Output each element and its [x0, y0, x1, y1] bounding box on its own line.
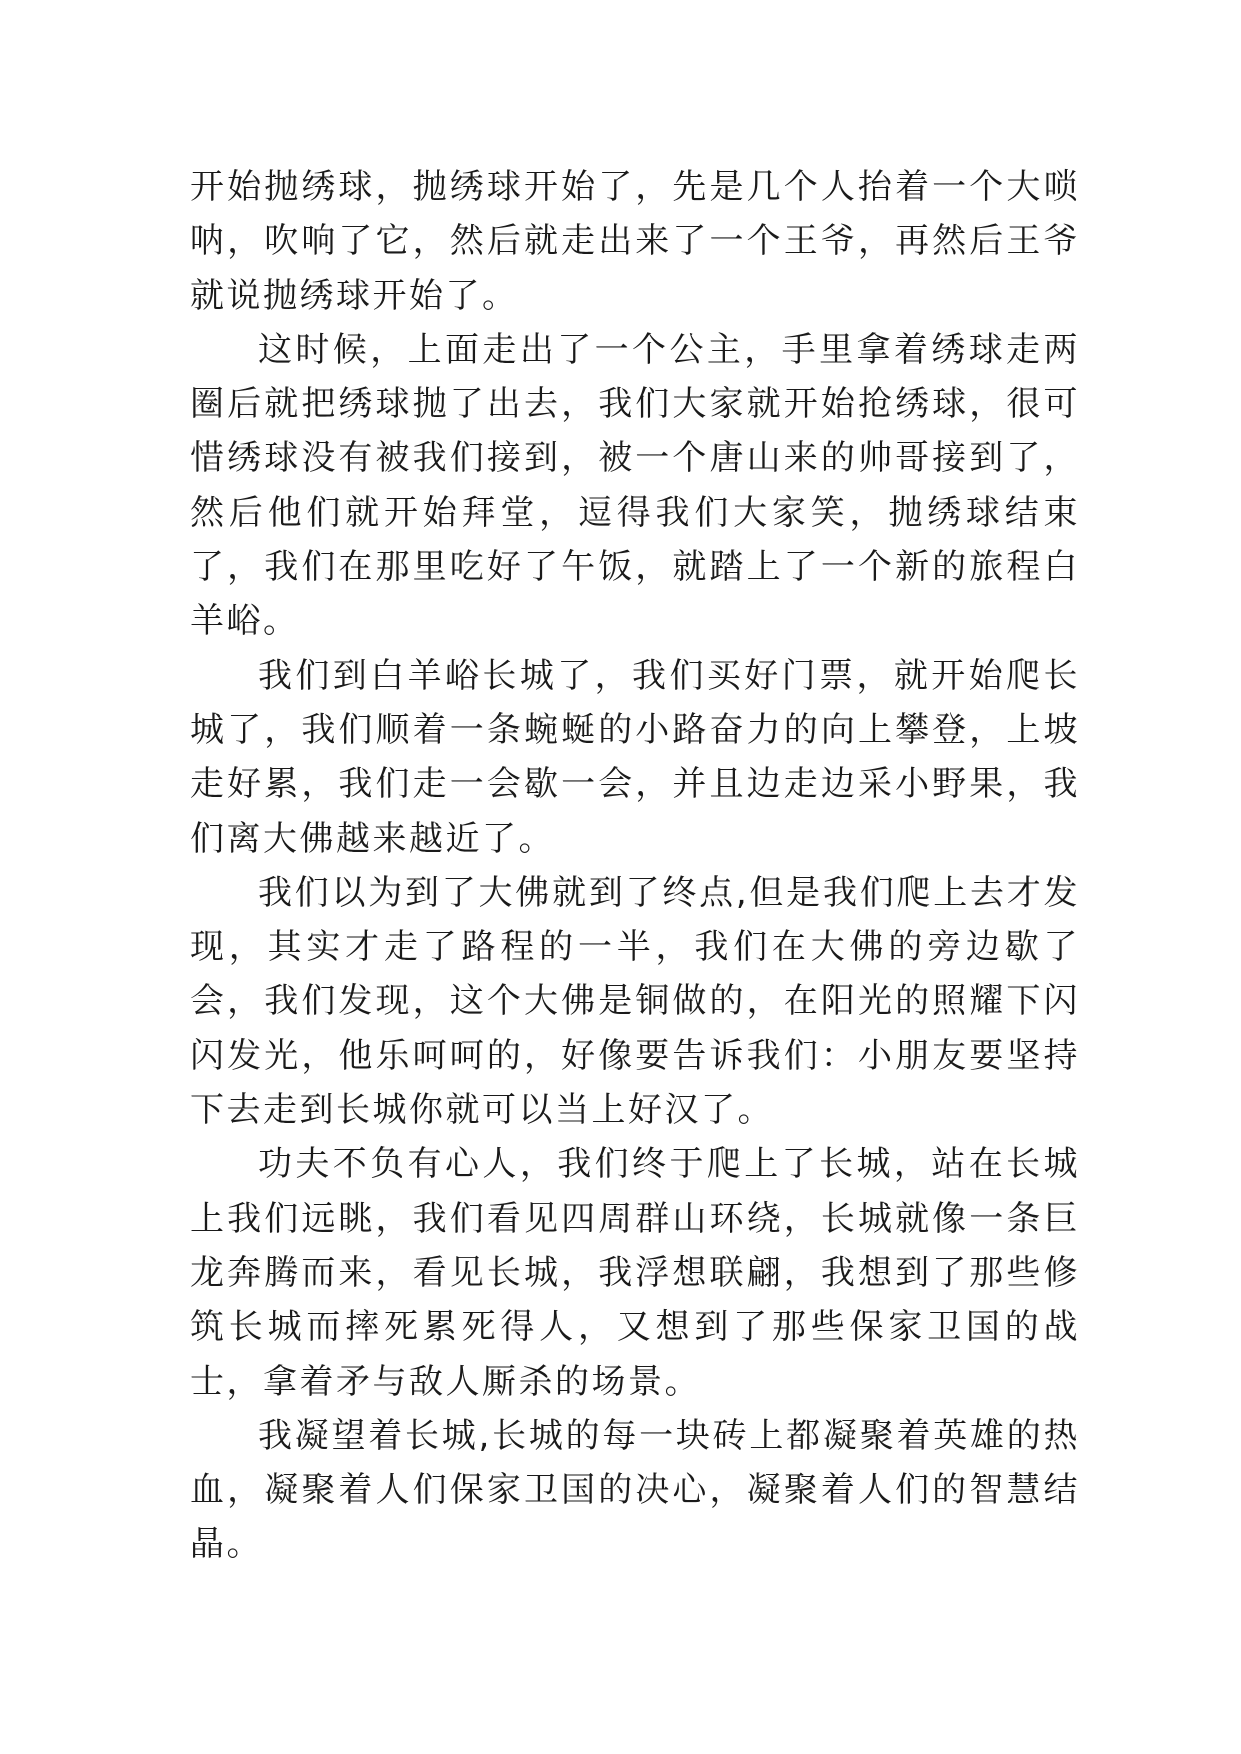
paragraph-4: 我们以为到了大佛就到了终点,但是我们爬上去才发现，其实才走了路程的一半，我们在大佛的旁边歇了会，我们发现，这个大佛是铜做的，在阳光的照耀下闪闪发光，他乐呵呵的，好像要告诉我们：小朋友要坚持下去走到长城你就可以当上好汉了。	[190, 872, 1080, 1131]
paragraph-1: 开始抛绣球，抛绣球开始了，先是几个人抬着一个大唢呐，吹响了它，然后就走出来了一个王爷，再然后王爷就说抛绣球开始了。	[190, 167, 1080, 316]
document-body	[190, 160, 1080, 1572]
paragraph-6: 我凝望着长城,长城的每一块砖上都凝聚着英雄的热血，凝聚着人们保家卫国的决心，凝聚着人们的智慧结晶。	[190, 1415, 1080, 1565]
paragraph-5: 功夫不负有心人，我们终于爬上了长城，站在长城上我们远眺，我们看见四周群山环绕，长城就像一条巨龙奔腾而来，看见长城，我浮想联翩，我想到了那些修筑长城而摔死累死得人，又想到了那些保家卫国的战士，拿着矛与敌人厮杀的场景。	[190, 1144, 1080, 1402]
paragraph-2: 这时候，上面走出了一个公主，手里拿着绣球走两圈后就把绣球抛了出去，我们大家就开始抢绣球，很可惜绣球没有被我们接到，被一个唐山来的帅哥接到了，然后他们就开始拜堂，逗得我们大家笑，抛绣球结束了，我们在那里吃好了午饭，就踏上了一个新的旅程白羊峪。	[190, 329, 1080, 642]
paragraph-3: 我们到白羊峪长城了，我们买好门票，就开始爬长城了，我们顺着一条蜿蜒的小路奋力的向上攀登，上坡走好累，我们走一会歇一会，并且边走边采小野果，我们离大佛越来越近了。	[190, 655, 1080, 859]
